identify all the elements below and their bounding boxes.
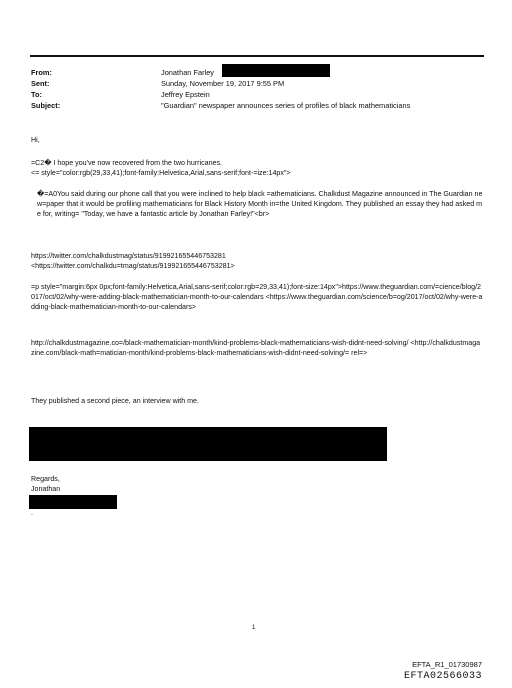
regards-text: Regards, [31, 475, 60, 483]
redaction-block [29, 427, 387, 461]
to-label: To: [31, 90, 42, 99]
redaction-signature [29, 495, 117, 509]
subject-value: "Guardian" newspaper announces series of profiles of black mathematicians [161, 101, 411, 110]
bates-stamp-large: EFTA02566033 [403, 671, 482, 682]
bates-stamp-small: EFTA_R1_01730987 [412, 660, 482, 669]
p2-text: �=A0You said during our phone call that you were inclined to help black =athematicians. Chalkdust Magazine announced in The Guardian new=paper that it would be profiling mathematicians for Black History Month in=the United Kingdom. They published an essay they had asked me for, writing= "Today, we have a fantastic article by Jonathan Farley!"<br> [37, 190, 483, 218]
to-value: Jeffrey Epstein [161, 90, 210, 99]
sent-value: Sunday, November 19, 2017 9:55 PM [161, 79, 285, 88]
p1-line2: <= style="color:rgb(29,33,41);font-family:Helvetica,Arial,sans-serif;font-=ize:14px"> [31, 169, 291, 177]
paragraph-3 [31, 251, 483, 271]
from-value: Jonathan Farley [161, 68, 214, 77]
subject-label: Subject: [31, 101, 61, 110]
twitter-link-encoded: <https://twitter.com/chalkdu=tmag/status/919921655446753281> [31, 262, 235, 270]
header-rule [30, 55, 484, 57]
trailing-dot: . [31, 509, 33, 517]
paragraph-4 [31, 282, 483, 312]
p1-line1: =C2� I hope you've now recovered from the two hurricanes. [31, 159, 222, 167]
paragraph-6: They published a second piece, an interview with me. [31, 397, 199, 405]
paragraph-1 [31, 158, 483, 178]
chalkdust-link-text: http://chalkdustmagazine.co=/black-mathematician-month/kind-problems-black-mathematicians-wish-didnt-need-solving/ <http://chalkdustmagazine.com/black-math=matician-month/kind-problems-black-mathematicians-wish-didnt-need-solving/= rel=> [31, 339, 481, 357]
page-number: 1 [252, 625, 256, 631]
twitter-link: https://twitter.com/chalkdustmag/status/919921655446753281 [31, 252, 226, 260]
paragraph-2 [31, 189, 483, 219]
closing [31, 474, 483, 494]
guardian-link-text: =p style="margin:6px 0px;font-family:Helvetica,Arial,sans-serif;color:rgb=29,33,41);font-size:14px">https://www.theguardian.com/=cience/blog/2017/oct/02/why-were-adding-black-mathematician-month-to-our-calendars <https://www.theguardian.com/science/b=og/2017/oct/02/why-were-adding-black-mathematician-month-to-our-calendars> [31, 283, 483, 311]
signature-name: Jonathan [31, 485, 61, 493]
paragraph-5 [31, 338, 483, 358]
greeting: Hi, [31, 136, 40, 144]
from-label: From: [31, 68, 52, 77]
redaction-from-email [222, 64, 330, 77]
sent-label: Sent: [31, 79, 50, 88]
